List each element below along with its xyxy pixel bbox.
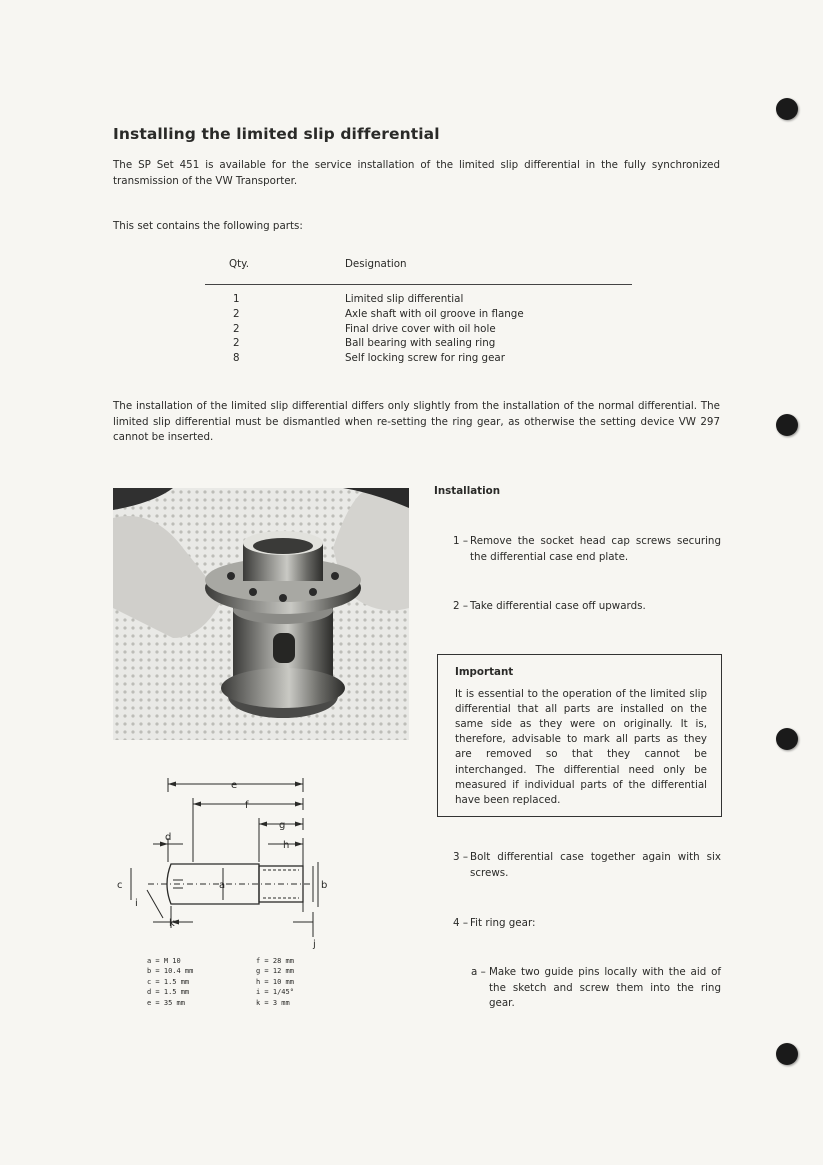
qty-cell: 1	[233, 293, 240, 305]
step-text: Take differential case off upwards.	[470, 600, 646, 612]
step-1	[453, 534, 721, 565]
differential-photo-image	[113, 488, 409, 740]
intro-paragraph: The SP Set 451 is available for the service installation of the limited slip differential in the fully synchronized transmission of the VW Transporter.	[113, 159, 720, 187]
label-g: g	[279, 820, 286, 831]
step-number: 2 –	[453, 600, 468, 612]
sketch-legend-right	[256, 956, 294, 1008]
label-k: k	[169, 918, 175, 929]
qty-column-header: Qty.	[229, 258, 250, 270]
designation-cell: Self locking screw for ring gear	[345, 352, 505, 365]
step-number: 1 –	[453, 535, 468, 547]
legend-item: k = 3 mm	[256, 998, 290, 1007]
note-paragraph: The installation of the limited slip differential differs only slightly from the installation of the normal differential. The limited slip differential must be dismantled when re-setting the ring gear, as otherwise the setting device VW 297 cannot be inserted.	[113, 400, 720, 443]
table-row	[205, 292, 632, 307]
important-heading: Important	[455, 666, 514, 678]
qty-cell: 8	[233, 352, 240, 365]
qty-cell: 2	[233, 307, 240, 320]
substep-text: Make two guide pins locally with the aid of the sketch and screw them into the ring gear.	[489, 966, 721, 1009]
label-i: i	[135, 898, 138, 909]
binder-hole-4	[776, 1043, 798, 1065]
legend-item: f = 28 mm	[256, 957, 294, 965]
binder-hole-1	[776, 98, 798, 120]
designation-column-header: Designation	[345, 258, 407, 270]
binder-hole-3	[776, 728, 798, 750]
legend-item: e = 35 mm	[147, 998, 185, 1007]
qty-cell: 2	[233, 337, 240, 350]
parts-table	[205, 292, 632, 366]
step-number: 3 –	[453, 851, 468, 863]
step-2	[453, 599, 721, 615]
designation-cell: Final drive cover with oil hole	[345, 322, 496, 335]
qty-cell: 2	[233, 322, 240, 335]
step-text: Bolt differential case together again with six screws.	[470, 851, 721, 879]
step-4	[453, 916, 721, 932]
label-e: e	[231, 780, 238, 791]
important-box	[437, 654, 722, 817]
legend-item: h = 10 mm	[256, 977, 294, 986]
legend-item: a = M 10	[147, 957, 181, 965]
label-b: b	[321, 880, 328, 891]
step-3	[453, 850, 721, 881]
label-j: j	[313, 939, 316, 950]
label-c: c	[117, 880, 123, 891]
legend-item: c = 1.5 mm	[147, 977, 190, 986]
table-row	[205, 336, 632, 351]
label-h: h	[283, 840, 290, 851]
guide-pin-sketch	[113, 772, 343, 957]
table-header-rule	[205, 284, 632, 285]
step-number: 4 –	[453, 917, 468, 929]
designation-cell: Ball bearing with sealing ring	[345, 337, 496, 350]
table-row	[205, 322, 632, 337]
sketch-legend-left	[147, 956, 193, 1008]
step-text: Fit ring gear:	[470, 917, 536, 929]
designation-cell: Axle shaft with oil groove in flange	[345, 307, 524, 320]
substep-a	[471, 965, 721, 1012]
legend-item: g = 12 mm	[256, 967, 294, 976]
binder-hole-2	[776, 414, 798, 436]
page-title: Installing the limited slip differential	[113, 125, 440, 143]
label-f: f	[245, 800, 249, 811]
legend-item: i = 1/45°	[256, 988, 294, 997]
differential-photo	[113, 488, 409, 740]
installation-heading: Installation	[434, 485, 501, 497]
important-text: It is essential to the operation of the limited slip differential that all parts are installed on the same side as they were on originally. It is, therefore, advisable to mark all parts as they are removed so that they cannot be interchanged. The differential need only be measured if individual parts of the differential have been replaced.	[455, 687, 707, 806]
legend-item: d = 1.5 mm	[147, 988, 190, 997]
label-d: d	[165, 832, 172, 843]
set-contains-text: This set contains the following parts:	[113, 220, 303, 232]
substep-number: a –	[471, 966, 486, 978]
legend-item: b = 10.4 mm	[147, 967, 194, 976]
table-row	[205, 307, 632, 322]
label-a: a	[219, 880, 226, 891]
designation-cell: Limited slip differential	[345, 293, 464, 305]
step-text: Remove the socket head cap screws securing the differential case end plate.	[470, 535, 721, 563]
table-row	[205, 351, 632, 366]
